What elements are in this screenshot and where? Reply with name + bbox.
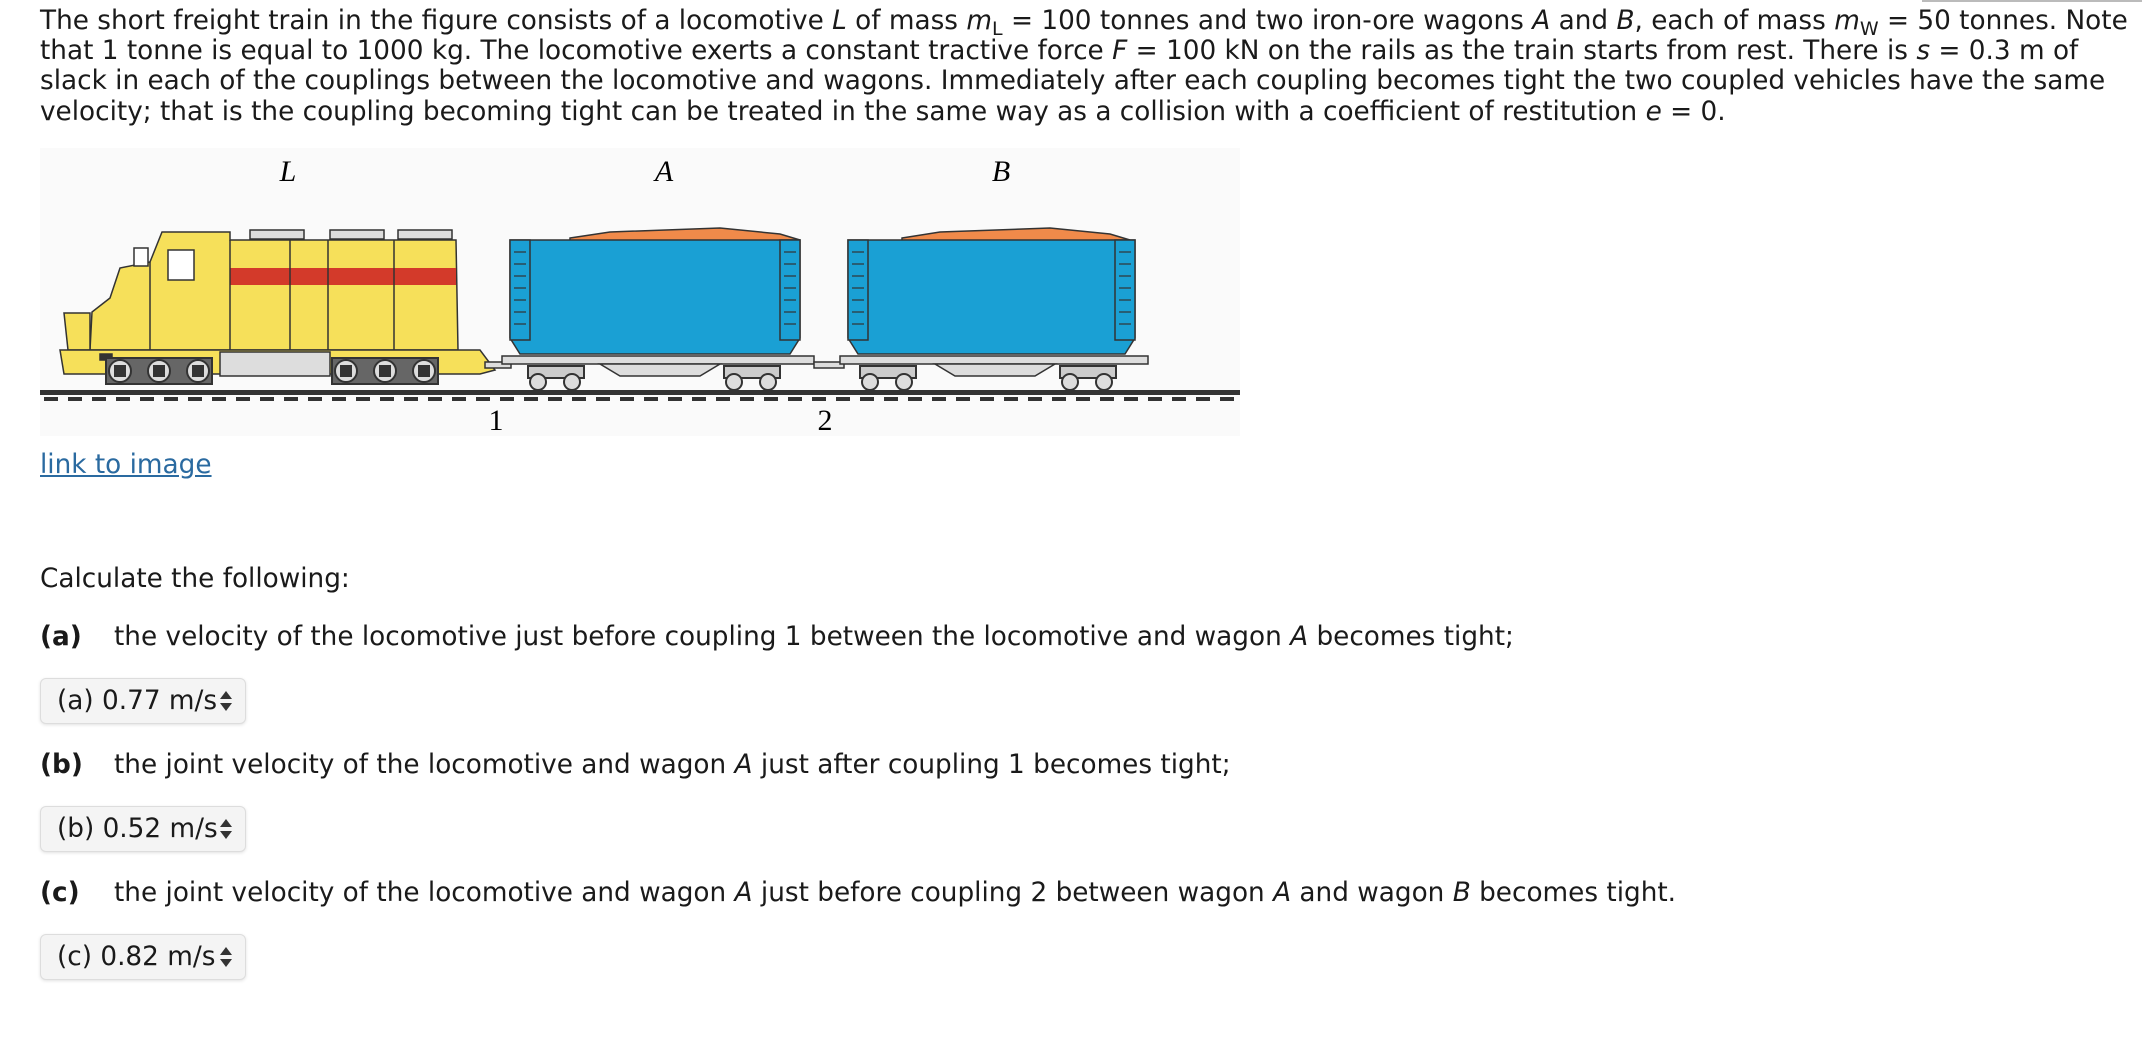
question-c: (c) the joint velocity of the locomotive and wagon A just before coupling 2 between wagon A and wagon B becomes tight.	[40, 878, 1677, 908]
coupling-label-2: 2	[817, 404, 833, 436]
answer-a-select[interactable]: (a) 0.77 m/s	[40, 678, 246, 724]
select-arrows-icon	[219, 945, 233, 969]
wagon-b	[840, 228, 1148, 376]
calculate-heading: Calculate the following:	[40, 564, 350, 594]
coupling-label-1: 1	[488, 404, 504, 436]
question-c-label: (c)	[40, 878, 80, 908]
question-a-label: (a)	[40, 622, 82, 652]
top-scrollbar-edge	[1922, 0, 2142, 2]
label-B: B	[991, 155, 1011, 188]
wagon-a	[502, 228, 814, 376]
select-arrows-icon	[219, 817, 233, 841]
train-figure	[40, 148, 1240, 436]
select-arrows-icon	[219, 689, 233, 713]
label-L: L	[279, 155, 297, 188]
answer-b-select[interactable]: (b) 0.52 m/s	[40, 806, 246, 852]
label-A: A	[654, 155, 674, 188]
link-to-image[interactable]: link to image	[40, 450, 212, 480]
problem-statement: The short freight train in the figure consists of a locomotive L of mass $m_L = 100$ tonnes and two iron-ore wagons A and B, each of mass $m_W = 50$ tonnes. Note that 1 tonne is equal to 1000 kg. The locomotive exerts a constant tractive force F = 100 kN on the rails as the train starts from rest. There is s = 0.3 m of slack in each of the couplings between the locomotive and wagons. Immediately after each coupling becomes tight the two coupled vehicles have the same velocity; that is the coupling becoming tight can be treated in the same way as a collision with a coefficient of restitution e = 0.	[40, 6, 2128, 127]
answer-c-select[interactable]: (c) 0.82 m/s	[40, 934, 246, 980]
question-a: (a) the velocity of the locomotive just before coupling 1 between the locomotive and wagon A becomes tight;	[40, 622, 1514, 652]
question-b-label: (b)	[40, 750, 83, 780]
question-b: (b) the joint velocity of the locomotive and wagon A just after coupling 1 becomes tight;	[40, 750, 1231, 780]
